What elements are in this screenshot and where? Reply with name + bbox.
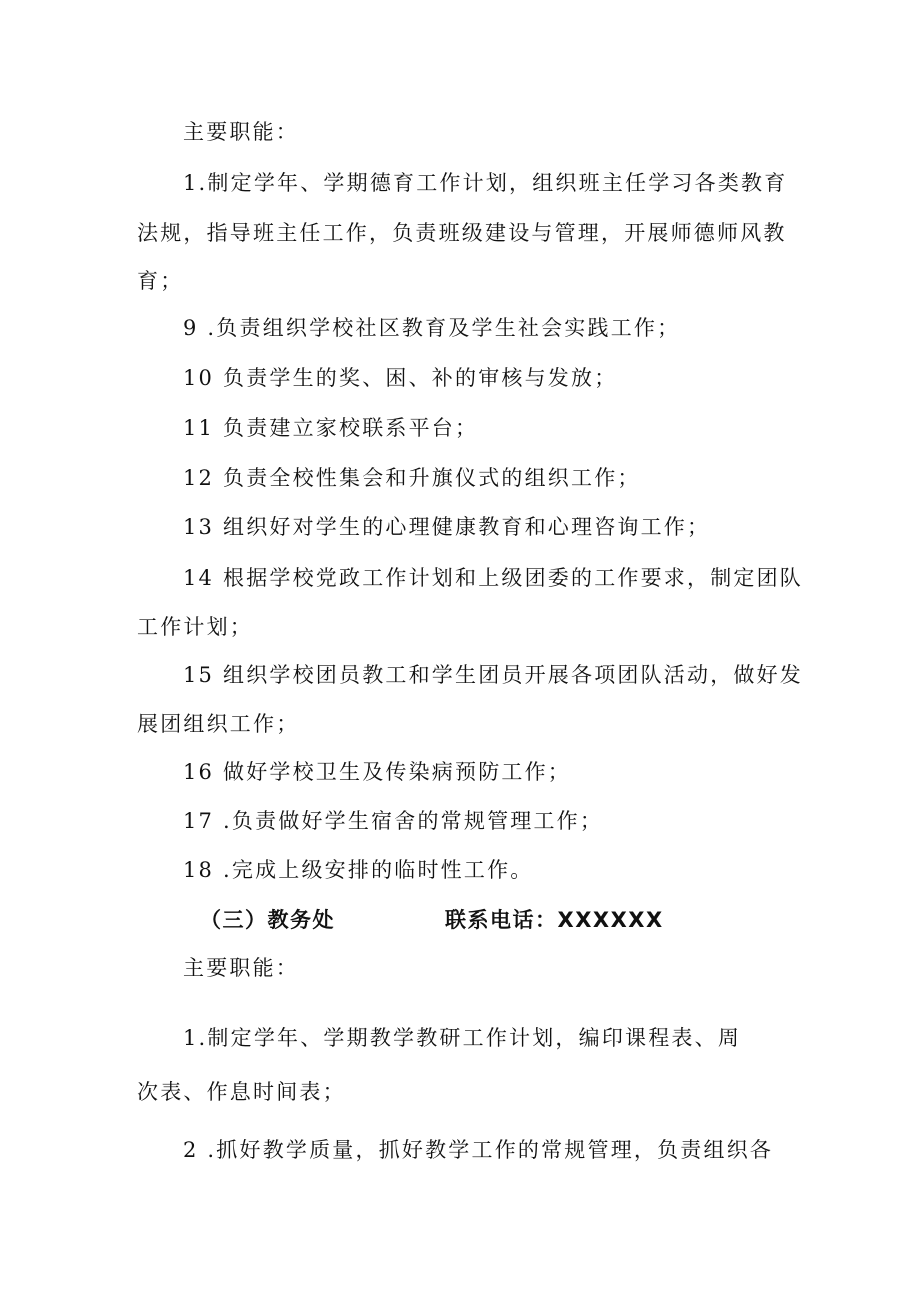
duty-line: 15 组织学校团员教工和学生团员开展各项团队活动，做好发 [183, 663, 803, 687]
duty-line: 13 组织好对学生的心理健康教育和心理咨询工作； [183, 515, 711, 539]
duty-line: 10 负责学生的奖、困、补的审核与发放； [183, 366, 618, 390]
duty-line: 2 .抓好教学质量，抓好教学工作的常规管理，负责组织各 [183, 1138, 774, 1162]
duty-line: 育； [137, 269, 184, 293]
duty-line: 16 做好学校卫生及传染病预防工作； [183, 760, 571, 784]
duty-line: 次表、作息时间表； [137, 1080, 346, 1104]
duty-line: 工作计划； [137, 615, 253, 639]
duty-line: 9 .负责组织学校社区教育及学生社会实践工作； [183, 316, 681, 340]
section-label: 主要职能： [183, 956, 299, 980]
duty-line: 18 .完成上级安排的临时性工作。 [183, 858, 534, 882]
duty-line: 12 负责全校性集会和升旗仪式的组织工作； [183, 466, 641, 490]
duty-line: 14 根据学校党政工作计划和上级团委的工作要求，制定团队 [183, 566, 803, 590]
section-label: 主要职能： [183, 120, 299, 144]
duty-line: 11 负责建立家校联系平台； [183, 416, 479, 440]
section-title: （三）教务处 [200, 908, 335, 932]
contact-phone: 联系电话：XXXXXX [445, 908, 664, 932]
duty-line: 1.制定学年、学期德育工作计划，组织班主任学习各类教育 [183, 171, 788, 195]
duty-line: 法规，指导班主任工作，负责班级建设与管理，开展师德师风教 [137, 221, 787, 245]
duty-line: 展团组织工作； [137, 712, 300, 736]
duty-line: 1.制定学年、学期教学教研工作计划，编印课程表、周 [183, 1026, 742, 1050]
duty-line: 17 .负责做好学生宿舍的常规管理工作； [183, 809, 604, 833]
